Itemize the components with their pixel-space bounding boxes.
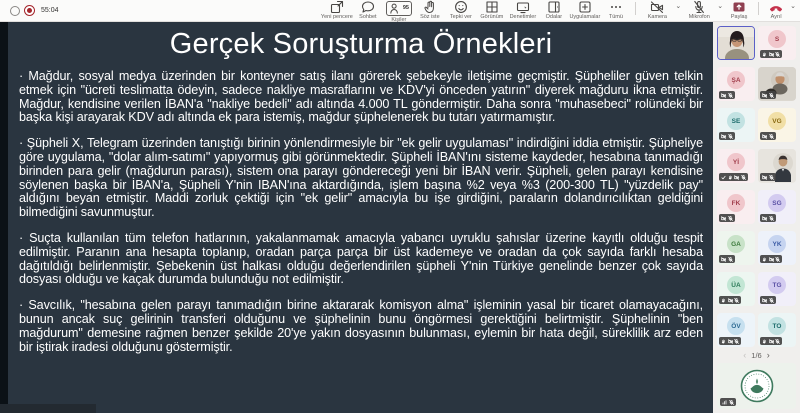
- toolbar-label: Kamera: [647, 13, 667, 20]
- participants-pager: [713, 349, 800, 361]
- participant-video-frame: [718, 27, 755, 60]
- react-smiley-icon: [454, 1, 468, 13]
- participant-tile[interactable]: [717, 272, 755, 306]
- spotlight-tile-logo[interactable]: [717, 363, 796, 409]
- tile-status-badges: [760, 91, 776, 99]
- participant-tile[interactable]: [717, 108, 755, 142]
- tile-status-badges: [720, 398, 736, 406]
- participant-tile[interactable]: [758, 313, 796, 347]
- sound-levels-icon: [722, 400, 727, 405]
- more-ellipsis-icon: [609, 1, 623, 13]
- mic-off-icon: [769, 93, 774, 98]
- meeting-timer: 55:04: [41, 7, 59, 14]
- avatar-initials: S: [768, 30, 786, 48]
- avatar-initials: GA: [727, 235, 745, 253]
- camera-off-icon: [650, 1, 664, 13]
- tile-status-badges: [760, 255, 782, 263]
- leave-options-chevron-icon[interactable]: ⌄: [790, 2, 796, 10]
- avatar-initials: TG: [768, 276, 786, 294]
- mic-off-icon: [692, 1, 706, 13]
- participants-grid: [717, 26, 796, 347]
- toolbar-label: Tepki ver: [449, 13, 472, 20]
- raised-hand-icon: [762, 52, 767, 57]
- new-window-icon: [330, 1, 344, 13]
- toolbar-label: Görünüm: [480, 13, 504, 20]
- participant-tile[interactable]: [717, 190, 755, 224]
- camera-off-icon: [734, 175, 739, 180]
- avatar-initials: ŞA: [727, 71, 745, 89]
- controls-button[interactable]: [507, 0, 538, 20]
- camera-off-icon: [769, 339, 774, 344]
- mic-off-icon: [775, 339, 780, 344]
- avatar-initials: Yİ: [727, 153, 745, 171]
- new-window-button[interactable]: [321, 0, 352, 20]
- avatar-initials: ÜA: [727, 276, 745, 294]
- participants-sidebar: [713, 22, 800, 413]
- participant-tile[interactable]: [758, 231, 796, 265]
- camera-off-icon: [721, 257, 726, 262]
- mic-off-icon: [728, 134, 733, 139]
- tile-status-badges: [719, 173, 748, 181]
- recording-status: [10, 5, 59, 16]
- tile-status-badges: [760, 296, 776, 304]
- camera-off-icon: [721, 93, 726, 98]
- meeting-topbar: [0, 0, 800, 22]
- toolbar-label: Yeni pencere: [320, 13, 353, 20]
- share-screen-icon: [732, 1, 746, 13]
- controls-monitor-icon: [516, 1, 530, 13]
- toolbar-label: Sohbet: [359, 13, 377, 20]
- mic-off-icon: [769, 175, 774, 180]
- mic-off-icon: [769, 134, 774, 139]
- camera-options-chevron-icon[interactable]: ⌄: [675, 2, 682, 10]
- tile-status-badges: [760, 173, 776, 181]
- camera-off-icon: [762, 298, 767, 303]
- avatar-initials: TO: [768, 317, 786, 335]
- mic-off-icon: [775, 257, 780, 262]
- institution-seal-logo: [740, 369, 774, 403]
- participant-tile-photo[interactable]: [758, 149, 796, 183]
- people-icon: [386, 1, 412, 16]
- leave-call-icon: [769, 1, 783, 13]
- view-grid-icon: [485, 1, 499, 13]
- tile-status-badges: [760, 214, 776, 222]
- toolbar-divider: [635, 2, 636, 15]
- people-button[interactable]: [383, 0, 414, 23]
- pager-page-indicator: 1/6: [751, 350, 762, 360]
- mic-off-icon: [728, 93, 733, 98]
- camera-button[interactable]: [640, 0, 674, 20]
- slide-paragraph: · Savcılık, "hesabına gelen parayı tanımadığın birine aktararak komisyon alma" işleminin yasal bir ticaret olamayacağını, bunun ancak suç gelirinin transferi olduğunu ve şüphelinin bunu öngörmesi gerektiğini belirtmiştir. Şüphelinin "ben mağdurum" demesine rağmen benzer şekilde 20'ye yakın dosyasının bulunması, eylemin bir hata değil, süreklilik arz eden bir iştirak iradesi olduğunu göstermiştir.: [19, 298, 703, 354]
- react-button[interactable]: [445, 0, 476, 20]
- toolbar-label: Ayrıl: [770, 13, 782, 20]
- mic-off-icon: [769, 298, 774, 303]
- camera-off-icon: [769, 257, 774, 262]
- camera-off-icon: [728, 339, 733, 344]
- slide-paragraph: · Suçta kullanılan tüm telefon hatlarının, yakalanmamak amacıyla yabancı uyruklu şahıslar üzerine kayıtlı olduğu tespit edilmiştir. Paranın ana hesapta toplanıp, oradan parça parça bir üst kademeye ve oradan da çok sayıda farklı hesaba dağıtıldığı belirlenmiştir. Şebekenin üst halkası olduğu değerlendirilen şüpheli Y'nin Türkiye genelinde benzer çok sayıda dosyası olduğu ve kaçak durumda bulunduğu not edilmiştir.: [19, 230, 703, 287]
- share-button[interactable]: [724, 0, 754, 20]
- tile-status-badges: [760, 132, 776, 140]
- participant-tile-video[interactable]: [717, 26, 755, 60]
- toolbar-label: Kişiler: [391, 16, 407, 23]
- raised-hand-icon: [721, 298, 726, 303]
- people-count-badge: 95: [402, 5, 409, 11]
- toolbar-label: Odalar: [545, 13, 563, 20]
- toolbar-label: Denetimler: [509, 13, 537, 20]
- mic-off-icon: [728, 257, 733, 262]
- chat-icon: [361, 1, 375, 13]
- tile-status-badges: [719, 296, 741, 304]
- avatar-initials: VG: [768, 112, 786, 130]
- toolbar-label: Paylaş: [730, 13, 748, 20]
- raise-hand-button[interactable]: [414, 0, 445, 20]
- tile-status-badges: [760, 50, 782, 58]
- leave-button[interactable]: [763, 0, 789, 20]
- avatar-initials: ÖV: [727, 317, 745, 335]
- toolbar-label: Söz iste: [420, 13, 440, 20]
- mic-off-icon: [741, 175, 746, 180]
- microphone-button[interactable]: [682, 0, 716, 20]
- tile-status-badges: [719, 337, 741, 345]
- camera-off-icon: [728, 298, 733, 303]
- chat-button[interactable]: [352, 0, 383, 20]
- mic-off-icon: [729, 400, 734, 405]
- tile-status-badges: [719, 91, 735, 99]
- mic-off-icon: [769, 216, 774, 221]
- participant-tile[interactable]: [717, 231, 755, 265]
- rooms-button[interactable]: [538, 0, 569, 20]
- more-button[interactable]: [600, 0, 631, 20]
- raised-hand-icon: [721, 339, 726, 344]
- toolbar: [321, 0, 800, 23]
- pager-prev-chevron-icon[interactable]: ‹: [743, 349, 747, 360]
- toolbar-label: Tümü: [608, 13, 623, 20]
- slide-title: Gerçek Soruşturma Örnekleri: [169, 28, 553, 60]
- mic-options-chevron-icon[interactable]: ⌄: [717, 2, 724, 10]
- camera-off-icon: [762, 93, 767, 98]
- raised-hand-icon: [762, 257, 767, 262]
- avatar-initials: YK: [768, 235, 786, 253]
- raise-hand-icon: [423, 1, 437, 13]
- participant-tile-photo[interactable]: [758, 67, 796, 101]
- avatar-initials: SE: [727, 112, 745, 130]
- tile-status-badges: [719, 132, 735, 140]
- tile-status-badges: [719, 255, 735, 263]
- participant-tile[interactable]: [717, 67, 755, 101]
- camera-off-icon: [721, 216, 726, 221]
- apps-button[interactable]: [569, 0, 600, 20]
- participant-tile[interactable]: [717, 149, 755, 183]
- participant-tile[interactable]: [758, 272, 796, 306]
- mic-off-icon: [728, 216, 733, 221]
- mic-off-icon: [734, 339, 739, 344]
- camera-off-icon: [769, 52, 774, 57]
- apps-icon: [578, 1, 592, 13]
- participant-tile[interactable]: [758, 108, 796, 142]
- tile-status-badges: [719, 214, 735, 222]
- camera-off-icon: [762, 216, 767, 221]
- camera-off-icon: [762, 175, 767, 180]
- participant-tile[interactable]: [758, 190, 796, 224]
- avatar-initials: FK: [727, 194, 745, 212]
- camera-off-icon: [762, 134, 767, 139]
- mic-off-icon: [734, 298, 739, 303]
- toolbar-divider: [758, 2, 759, 15]
- avatar-initials: SG: [768, 194, 786, 212]
- tile-status-badges: [760, 337, 782, 345]
- participant-tile[interactable]: [758, 26, 796, 60]
- pager-next-chevron-icon[interactable]: ›: [766, 349, 770, 360]
- view-button[interactable]: [476, 0, 507, 20]
- pause-indicator-icon: [10, 6, 20, 16]
- raised-hand-icon: [728, 175, 733, 180]
- toolbar-label: Uygulamalar: [569, 13, 601, 20]
- toolbar-label: Mikrofon: [688, 13, 710, 20]
- record-indicator-icon: [24, 5, 35, 16]
- check-icon: [721, 175, 726, 180]
- camera-off-icon: [721, 134, 726, 139]
- slide-paragraph: · Mağdur, sosyal medya üzerinden bir konteyner satış ilanı görerek şebekeyle iletişime geçmiştir. Şüpheliler güven telkin etmek için "ücreti teslimatta ödeyin, sadece nakliye masraflarını ve KDV'yi önceden yatırın" diyerek mağduru ikna etmiştir. Mağdur, kendisine verilen İBAN'a "nakliye bedeli" adı altında 4.000 TL göndermiştir. Daha sonra "muhasebeci" rolündeki bir başka kişi arayarak KDV adı altında ek para istemiş, mağdur şüphelenerek bu tutarı yatırmamıştır.: [19, 69, 703, 125]
- mic-off-icon: [775, 52, 780, 57]
- slide-paragraph: · Şüpheli X, Telegram üzerinden tanıştığı birinin yönlendirmesiyle bir "ek gelir uygulaması" indirdiğini iddia etmiştir. Şüpheliye göre uygulama, "dolar alım-satımı" yapıyormuş gibi görünmektedir. Şüpheli İBAN'ını sisteme kaydeder, hesabına tanımadığı birinden para gelir (mağdurun parası), sistem ona parayı göndereceği yeni bir İBAN verir. Şüpheli, gelen parayı kendisine söylenen başka bir İBAN'a, Şüpheli Y'nin IBAN'ına aktardığında, işlem başına %2 veya %3 (200-300 TL) "yüzdelik pay" aldığını beyan etmiştir. Maddi zorluk çektiği için "ek gelir" amacıyla bu işe girdiğini, paraların dolandırıcılıktan geldiğini bilmediğini savunmuştur.: [19, 136, 703, 220]
- participant-tile[interactable]: [717, 313, 755, 347]
- rooms-icon: [547, 1, 561, 13]
- taskbar-peek-strip: [0, 404, 96, 413]
- shared-presentation-slide: [8, 22, 713, 413]
- raised-hand-icon: [762, 339, 767, 344]
